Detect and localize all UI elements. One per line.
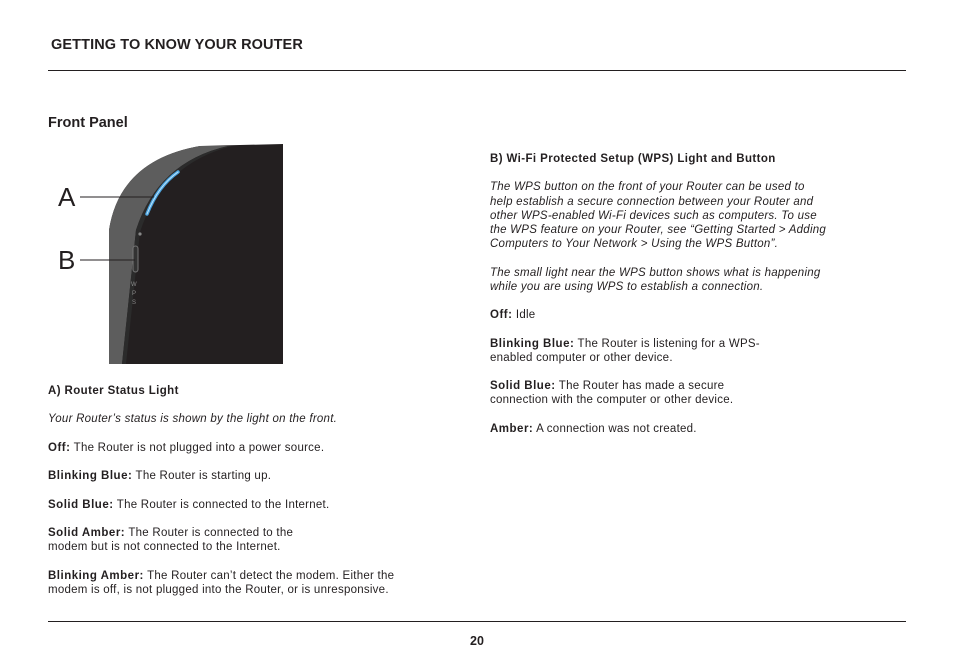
- wps-light-desc-line: The small light near the WPS button shows what is happening: [490, 266, 821, 279]
- wps-desc-cont: enabled computer or other device.: [490, 351, 673, 364]
- router-front-panel-figure: [50, 140, 290, 370]
- wps-desc-line: the WPS feature on your Router, see “Getting Started > Adding: [490, 224, 827, 236]
- status-term: Blinking Blue:: [48, 470, 133, 483]
- status-item-off: [48, 441, 448, 455]
- page-number: 20: [470, 634, 484, 648]
- status-desc: The Router can’t detect the modem. Either the: [143, 569, 395, 582]
- wps-heading: B) Wi-Fi Protected Setup (WPS) Light and Button: [490, 153, 776, 165]
- footer-divider: [48, 621, 906, 622]
- status-term: Off:: [48, 441, 71, 454]
- wps-term: Off:: [490, 309, 513, 322]
- wps-label-s: S: [132, 300, 137, 306]
- router-status-light-section: [48, 384, 448, 611]
- status-desc: The Router is connected to the: [125, 526, 294, 539]
- status-item-solid-amber: [48, 526, 448, 554]
- wps-desc: The Router has made a secure: [555, 380, 725, 393]
- wps-item-amber: [490, 422, 880, 436]
- wps-desc: Idle: [512, 309, 536, 322]
- wps-label-p: P: [132, 291, 137, 297]
- wps-desc-line: other WPS-enabled Wi-Fi devices such as computers. To use: [490, 209, 817, 222]
- wps-desc: A connection was not created.: [533, 422, 697, 435]
- router-illustration: [50, 140, 290, 370]
- wps-label-w: W: [131, 282, 137, 288]
- header-divider: [48, 70, 906, 71]
- wps-term: Blinking Blue:: [490, 337, 575, 350]
- wps-item-blinking-blue: [490, 337, 880, 365]
- status-desc: The Router is starting up.: [132, 470, 272, 483]
- status-item-blinking-amber: [48, 569, 448, 597]
- wps-button: [133, 246, 138, 272]
- wps-item-solid-blue: [490, 379, 880, 407]
- wps-term: Solid Blue:: [490, 380, 556, 393]
- status-desc: The Router is not plugged into a power source.: [70, 441, 325, 454]
- wps-light-description: [490, 266, 880, 294]
- wps-desc-line: help establish a secure connection between your Router and: [490, 195, 814, 208]
- callout-label-a: A: [58, 182, 76, 212]
- wps-term: Amber:: [490, 422, 534, 435]
- wps-desc: The Router is listening for a WPS-: [574, 337, 760, 350]
- status-item-blinking-blue: [48, 469, 448, 483]
- wps-light: [138, 232, 141, 235]
- status-desc-cont: modem is off, is not plugged into the Router, or is unresponsive.: [48, 583, 389, 596]
- page-header-title: GETTING TO KNOW YOUR ROUTER: [51, 37, 303, 53]
- status-term: Blinking Amber:: [48, 569, 144, 582]
- status-item-solid-blue: [48, 498, 448, 512]
- wps-item-off: [490, 308, 880, 322]
- status-light-intro: Your Router’s status is shown by the light on the front.: [48, 413, 338, 426]
- status-desc-cont: modem but is not connected to the Internet.: [48, 541, 281, 554]
- wps-desc-line: The WPS button on the front of your Router can be used to: [490, 181, 805, 194]
- wps-section: [490, 152, 880, 450]
- wps-light-desc-line: while you are using WPS to establish a connection.: [490, 280, 764, 293]
- status-light-heading: A) Router Status Light: [48, 385, 179, 397]
- section-title: Front Panel: [48, 115, 128, 131]
- callout-label-b: B: [58, 245, 76, 275]
- status-term: Solid Blue:: [48, 498, 114, 511]
- status-desc: The Router is connected to the Internet.: [113, 498, 330, 511]
- wps-desc-cont: connection with the computer or other device.: [490, 394, 734, 407]
- wps-desc-line: Computers to Your Network > Using the WPS Button”.: [490, 238, 779, 251]
- status-term: Solid Amber:: [48, 526, 126, 539]
- wps-description: [490, 180, 880, 251]
